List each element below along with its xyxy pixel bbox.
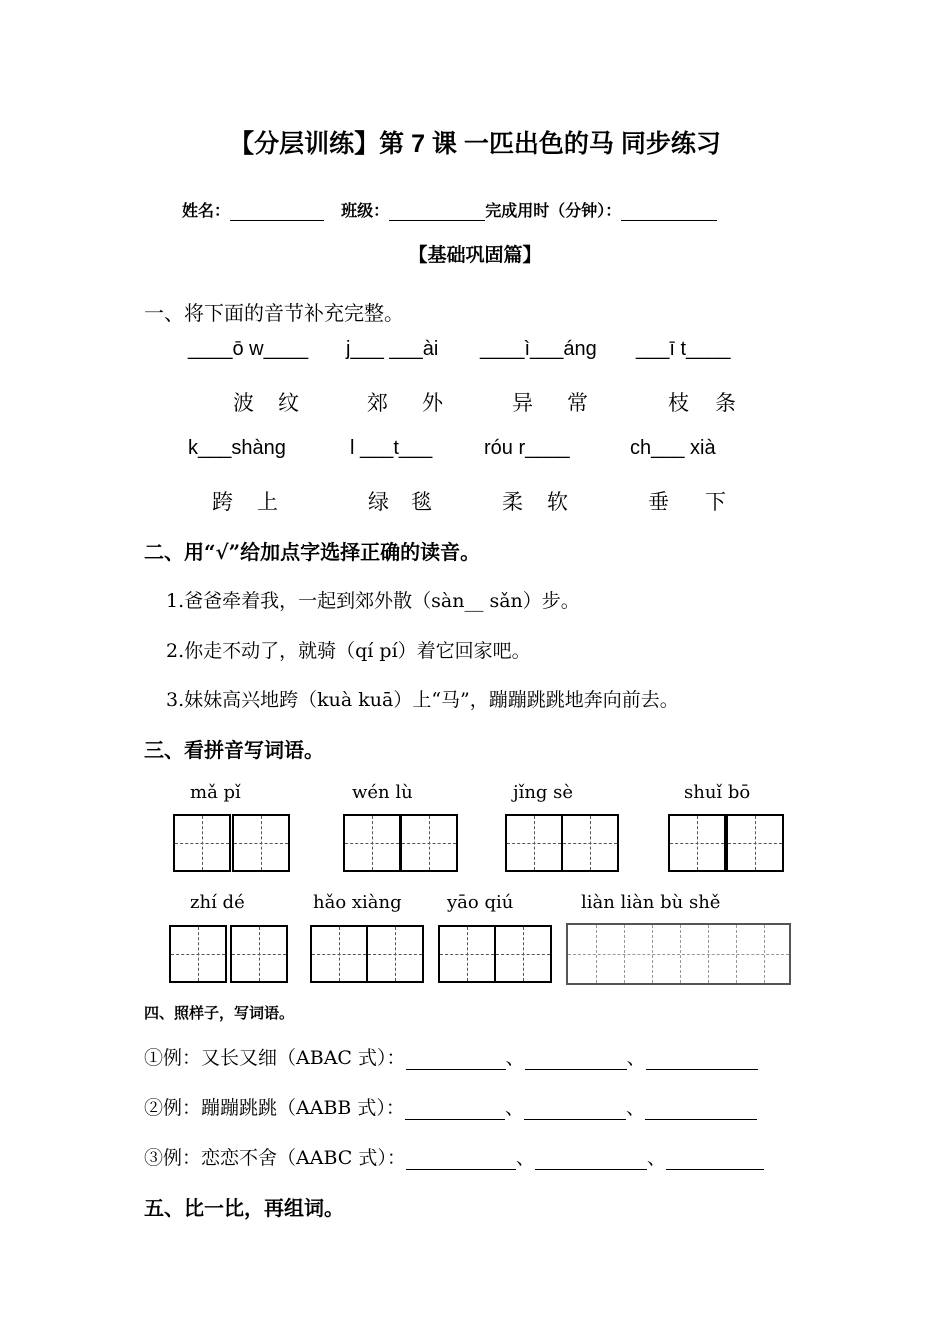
q2-item-2: 2.你走不动了，就骑（qí pí）着它回家吧。 bbox=[166, 640, 531, 662]
writing-cell[interactable] bbox=[400, 814, 458, 872]
q1-pinyin-3: ____ì___áng bbox=[480, 338, 597, 360]
answer-blank[interactable] bbox=[406, 1049, 506, 1070]
answer-blank[interactable] bbox=[525, 1049, 627, 1070]
example-word: 蹦蹦跳跳（AABB 式）： bbox=[201, 1097, 405, 1119]
q2-item-3: 3.妹妹高兴地跨（kuà kuā）上“马”，蹦蹦跳跳地奔向前去。 bbox=[166, 689, 679, 711]
q1-hanzi-1: 波 纹 bbox=[233, 391, 301, 415]
q3-pinyin-2: wén lù bbox=[352, 782, 413, 803]
q1-hanzi-5: 跨 上 bbox=[212, 490, 280, 514]
q1-hanzi-8: 垂 下 bbox=[648, 490, 728, 514]
q4-heading: 四、照样子，写词语。 bbox=[144, 1004, 295, 1022]
q3-pinyin-8: liàn liàn bù shě bbox=[581, 892, 721, 913]
name-label: 姓名： bbox=[182, 201, 231, 220]
separator: 、 bbox=[626, 1047, 646, 1069]
writing-cell[interactable] bbox=[726, 814, 784, 872]
writing-box-four-chars[interactable] bbox=[566, 923, 791, 985]
q1-pinyin-6: l ___t___ bbox=[350, 437, 433, 459]
q3-pinyin-7: yāo qiú bbox=[447, 892, 514, 913]
writing-cell[interactable] bbox=[310, 925, 368, 983]
q3-pinyin-5: zhí dé bbox=[190, 892, 245, 913]
q1-pinyin-2: j___ ___ài bbox=[346, 338, 439, 360]
writing-cell[interactable] bbox=[494, 925, 552, 983]
q4-example-2 bbox=[144, 1093, 757, 1120]
writing-cell[interactable] bbox=[438, 925, 496, 983]
q1-hanzi-4: 枝 条 bbox=[668, 391, 738, 415]
example-word: 恋恋不舍（AABC 式）： bbox=[201, 1147, 406, 1169]
q3-pinyin-6: hǎo xiàng bbox=[313, 892, 402, 913]
separator: 、 bbox=[504, 1097, 524, 1119]
example-marker: ③例： bbox=[144, 1147, 202, 1169]
example-marker: ①例： bbox=[144, 1047, 202, 1069]
writing-cell[interactable] bbox=[505, 814, 563, 872]
writing-cell[interactable] bbox=[230, 925, 288, 983]
q3-heading: 三、看拼音写词语。 bbox=[144, 738, 324, 762]
q4-example-3 bbox=[144, 1143, 764, 1170]
example-marker: ②例： bbox=[144, 1097, 202, 1119]
writing-cell[interactable] bbox=[169, 925, 227, 983]
example-word: 又长又细（ABAC 式）： bbox=[201, 1047, 406, 1069]
q1-pinyin-5: k___shàng bbox=[188, 437, 286, 459]
answer-blank[interactable] bbox=[535, 1149, 647, 1170]
class-label: 班级： bbox=[341, 201, 390, 220]
class-blank[interactable] bbox=[389, 202, 485, 221]
q1-hanzi-6: 绿 毯 bbox=[368, 490, 434, 514]
q1-hanzi-3: 异 常 bbox=[512, 391, 590, 415]
q1-hanzi-2: 郊 外 bbox=[367, 391, 445, 415]
q1-heading: 一、将下面的音节补充完整。 bbox=[144, 301, 404, 325]
q3-pinyin-4: shuǐ bō bbox=[684, 782, 751, 803]
q1-pinyin-7: róu r____ bbox=[484, 437, 570, 459]
time-blank[interactable] bbox=[621, 202, 717, 221]
writing-cell[interactable] bbox=[173, 814, 231, 872]
separator: 、 bbox=[646, 1147, 666, 1169]
q1-hanzi-7: 柔 软 bbox=[502, 490, 570, 514]
answer-blank[interactable] bbox=[524, 1099, 626, 1120]
writing-cell[interactable] bbox=[232, 814, 290, 872]
page-title: 【分层训练】第 7 课 一匹出色的马 同步练习 bbox=[229, 130, 721, 158]
q5-heading: 五、比一比，再组词。 bbox=[144, 1196, 344, 1220]
q1-pinyin-8: ch___ xià bbox=[630, 437, 716, 459]
answer-blank[interactable] bbox=[406, 1149, 516, 1170]
name-blank[interactable] bbox=[230, 202, 324, 221]
writing-cell[interactable] bbox=[668, 814, 726, 872]
section-basic-heading: 【基础巩固篇】 bbox=[408, 244, 542, 266]
q3-pinyin-3: jǐng sè bbox=[513, 782, 574, 803]
q2-item-1: 1.爸爸牵着我，一起到郊外散（sàn__ sǎn）步。 bbox=[166, 590, 580, 612]
separator: 、 bbox=[625, 1097, 645, 1119]
answer-blank[interactable] bbox=[405, 1099, 505, 1120]
q2-heading: 二、用“√”给加点字选择正确的读音。 bbox=[144, 540, 481, 564]
separator: 、 bbox=[515, 1147, 535, 1169]
writing-cell[interactable] bbox=[366, 925, 424, 983]
answer-blank[interactable] bbox=[646, 1049, 758, 1070]
q4-example-1 bbox=[144, 1043, 758, 1070]
q1-pinyin-1: ____ō w____ bbox=[188, 338, 309, 360]
separator: 、 bbox=[505, 1047, 525, 1069]
writing-cell[interactable] bbox=[561, 814, 619, 872]
student-info-line bbox=[182, 198, 717, 221]
answer-blank[interactable] bbox=[666, 1149, 764, 1170]
q1-pinyin-4: ___ī t____ bbox=[636, 338, 731, 360]
answer-blank[interactable] bbox=[645, 1099, 757, 1120]
time-label: 完成用时（分钟）： bbox=[485, 201, 622, 220]
writing-cell[interactable] bbox=[343, 814, 401, 872]
q3-pinyin-1: mǎ pǐ bbox=[190, 782, 241, 803]
